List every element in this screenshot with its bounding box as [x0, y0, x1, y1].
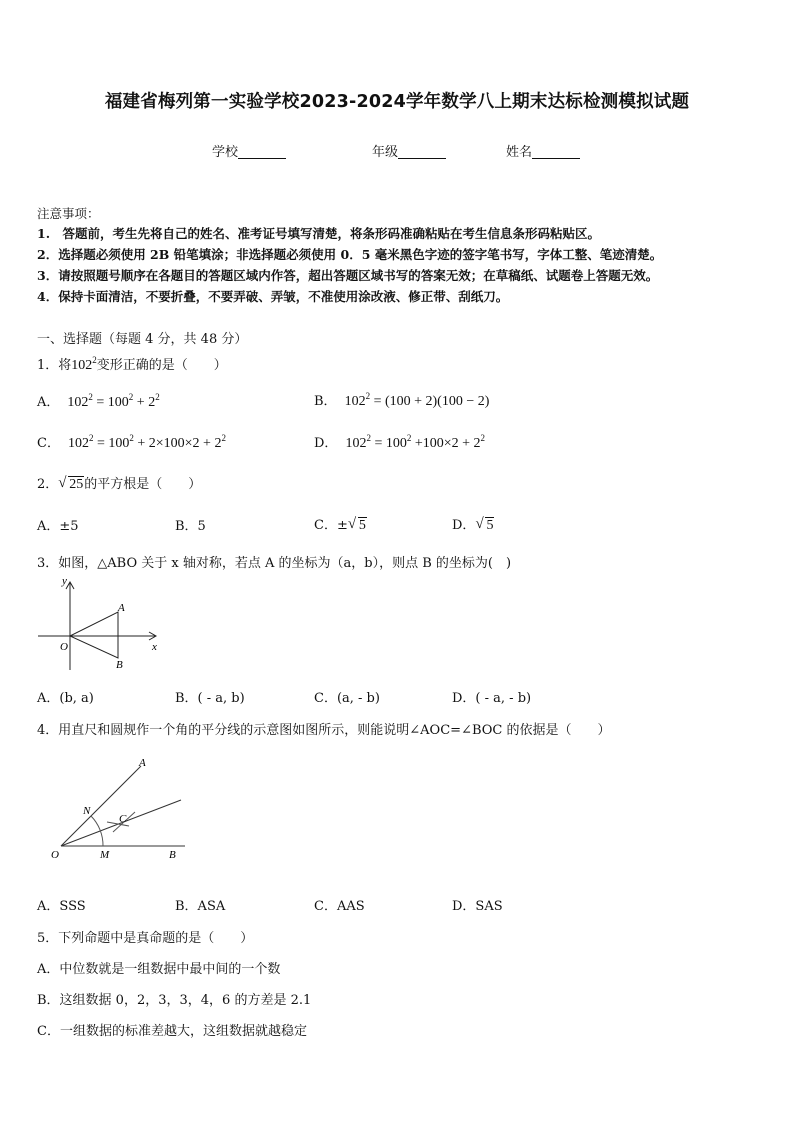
label-y: y — [62, 575, 67, 587]
triangle-abo — [70, 612, 118, 658]
question-3-option-c: C．(a, - b) — [314, 691, 380, 706]
question-5-stem: 5．下列命题中是真命题的是（ ） — [37, 931, 254, 946]
ray-oa — [61, 766, 141, 846]
question-2-option-b: B．5 — [175, 519, 206, 534]
sqrt-25: √ 25 — [58, 475, 84, 492]
question-1-option-b: B． $102^2 = (100 + 2)(100 - 2)$ — [314, 391, 490, 409]
label-a: A — [139, 757, 146, 769]
name-blank — [532, 144, 580, 159]
question-1-option-d: D． $102^2 = 100^2 +100\times 2 + 2^2$ — [314, 433, 486, 451]
page-title: 福建省梅列第一实验学校2023-2024学年数学八上期末达标检测模拟试题 — [104, 92, 690, 112]
notice-item-1: 1. 答题前，考生先将自己的姓名、准考证号填写清楚，将条形码准确粘贴在考生信息条形码粘贴区。 — [37, 226, 601, 241]
label-n: N — [83, 805, 91, 817]
question-3-option-d: D．( - a, - b) — [452, 691, 532, 706]
label-x: x — [152, 641, 157, 653]
question-4-option-c: C．AAS — [314, 899, 365, 914]
label-b: B — [169, 849, 176, 861]
question-1-stem: 1．将$102^2$变形正确的是（ ） — [37, 355, 227, 373]
question-4-option-d: D．SAS — [452, 899, 503, 914]
question-1-option-a: A． $102^2 = 100^2 + 2^2$ — [37, 392, 160, 410]
question-3-figure — [30, 570, 170, 675]
question-5-option-a: A．中位数就是一组数据中最中间的一个数 — [37, 962, 281, 977]
question-3-option-b: B．( - a, b) — [175, 691, 245, 706]
question-2-option-a: A．±5 — [37, 519, 79, 534]
question-4-figure — [45, 752, 195, 862]
name-field — [506, 141, 580, 160]
name-label: 姓名 — [506, 145, 533, 160]
grade-label: 年级 — [372, 145, 399, 160]
question-5-option-c: C．一组数据的标准差越大，这组数据就越稳定 — [37, 1024, 307, 1039]
school-label: 学校 — [212, 145, 239, 160]
notice-item-2: 2．选择题必须使用 2B 铅笔填涂；非选择题必须使用 0．5 毫米黑色字迹的签字笔书写，字体工整、笔迹清楚。 — [37, 247, 663, 262]
school-blank — [238, 144, 286, 159]
grade-field — [372, 141, 446, 160]
notice-item-3: 3．请按照题号顺序在各题目的答题区域内作答，超出答题区域书写的答案无效；在草稿纸、试题卷上答题无效。 — [37, 268, 659, 283]
question-4-option-a: A．SSS — [37, 899, 86, 914]
label-a: A — [118, 602, 125, 614]
question-2-option-c: C．± √ 5 — [314, 516, 366, 533]
grade-blank — [398, 144, 446, 159]
question-4-stem: 4．用直尺和圆规作一个角的平分线的示意图如图所示，则能说明∠AOC=∠BOC 的依据是（ ） — [37, 723, 611, 738]
school-field — [212, 141, 286, 160]
question-2-stem: 2． √ 25的平方根是（ ） — [37, 475, 202, 492]
label-o: O — [51, 849, 59, 861]
question-3-option-a: A．(b, a) — [37, 691, 94, 706]
label-o: O — [60, 641, 68, 653]
question-3-stem: 3．如图，△ABO 关于 x 轴对称，若点 A 的坐标为（a，b），则点 B 的坐标为( ) — [37, 556, 512, 571]
label-m: M — [100, 849, 110, 861]
notice-item-4: 4．保持卡面清洁，不要折叠，不要弄破、弄皱，不准使用涂改液、修正带、刮纸刀。 — [37, 289, 509, 304]
label-b: B — [116, 659, 123, 671]
question-5-option-b: B．这组数据 0，2，3，3，4，6 的方差是 2.1 — [37, 993, 312, 1008]
notice-heading: 注意事项： — [37, 206, 100, 221]
label-c: C — [119, 813, 127, 825]
section-heading: 一、选择题（每题 4 分，共 48 分） — [37, 332, 248, 347]
question-4-option-b: B．ASA — [175, 899, 226, 914]
question-1-option-c: C． $102^2 = 100^2 + 2\times 100\times 2 + 2^2$ — [37, 433, 226, 451]
question-2-option-d: D． √ 5 — [452, 516, 494, 533]
